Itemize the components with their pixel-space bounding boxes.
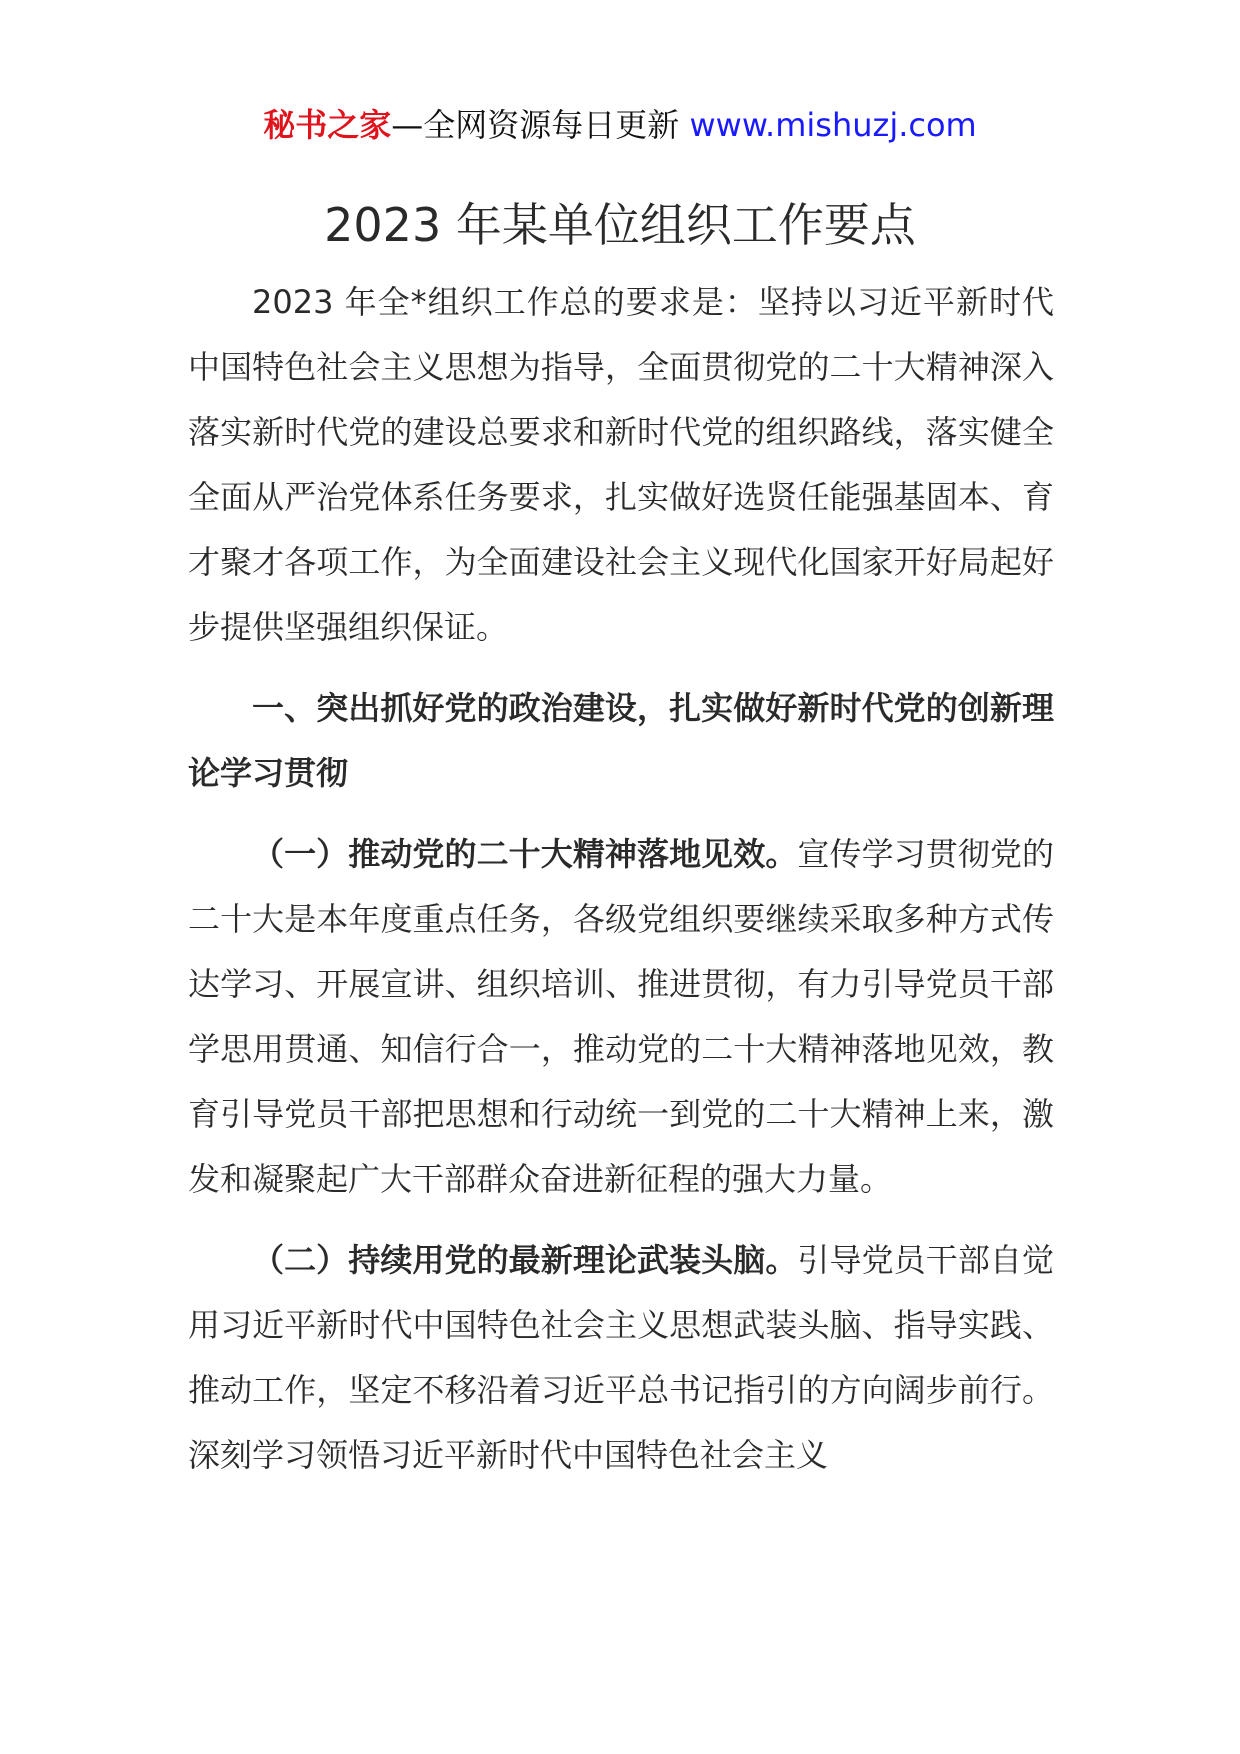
section-heading-1: 一、突出抓好党的政治建设，扎实做好新时代党的创新理论学习贯彻 <box>188 689 1054 792</box>
document-title: 2023 年某单位组织工作要点 <box>324 198 916 252</box>
brand-name: 秘书之家 <box>263 106 392 144</box>
header-tagline: —全网资源每日更新 <box>391 106 690 144</box>
paragraph-spacer <box>188 806 1054 822</box>
item-lead-1: （一）推动党的二十大精神落地见效。 <box>252 835 798 873</box>
document-body <box>188 270 1054 1488</box>
item-text-1: 宣传学习贯彻党的二十大是本年度重点任务，各级党组织要继续采取多种方式传达学习、开展宣讲、组织培训、推进贯彻，有力引导党员干部学思用贯通、知信行合一，推动党的二十大精神落地见效，教育引导党员干部把思想和行动统一到党的二十大精神上来，激发和凝聚起广大干部群众奋进新征程的强大力量。 <box>188 835 1054 1198</box>
item-lead-2: （二）持续用党的最新理论武装头脑。 <box>252 1241 798 1279</box>
section-item-2 <box>188 1228 1054 1488</box>
item-text-2: 引导党员干部自觉用习近平新时代中国特色社会主义思想武装头脑、指导实践、推动工作，坚定不移沿着习近平总书记指引的方向阔步前行。深刻学习领悟习近平新时代中国特色社会主义 <box>188 1241 1054 1474</box>
site-url-link[interactable]: www.mishuzj.com <box>689 106 977 144</box>
paragraph-spacer <box>188 660 1054 676</box>
paragraph-spacer <box>188 1212 1054 1228</box>
site-header <box>0 100 1240 150</box>
intro-paragraph: 2023 年全*组织工作总的要求是：坚持以习近平新时代中国特色社会主义思想为指导，全面贯彻党的二十大精神深入落实新时代党的建设总要求和新时代党的组织路线，落实健全全面从严治党体系任务要求，扎实做好选贤任能强基固本、育才聚才各项工作，为全面建设社会主义现代化国家开好局起好步提供坚强组织保证。 <box>188 283 1054 646</box>
section-item-1 <box>188 822 1054 1212</box>
